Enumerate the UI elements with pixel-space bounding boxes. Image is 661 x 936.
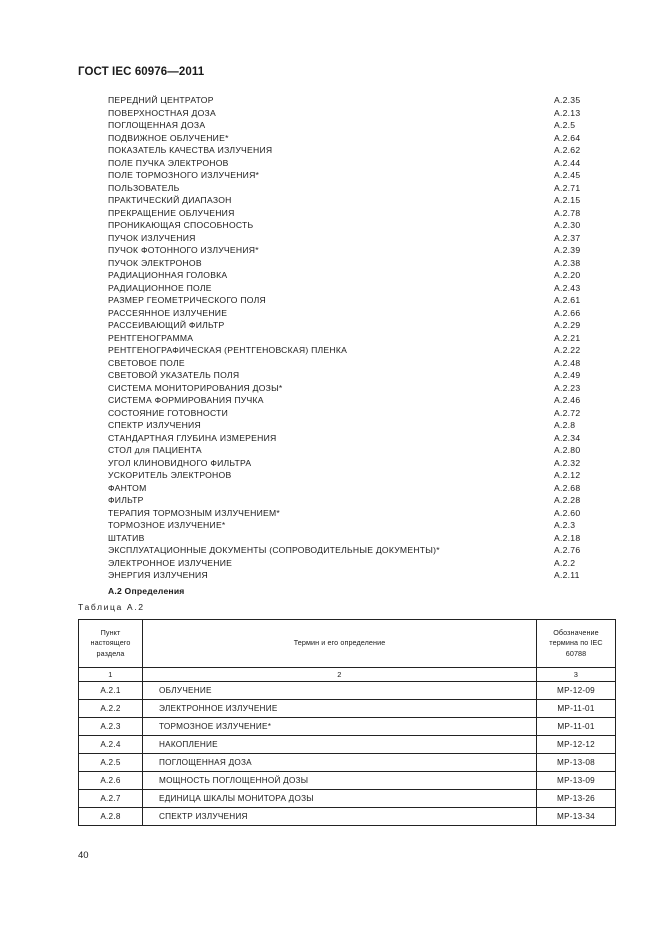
row-term: ПОГЛОЩЕННАЯ ДОЗА (143, 754, 537, 772)
index-term: ПОКАЗАТЕЛЬ КАЧЕСТВА ИЗЛУЧЕНИЯ (108, 145, 273, 155)
index-entry (108, 332, 586, 345)
index-term: ПОДВИЖНОЕ ОБЛУЧЕНИЕ* (108, 132, 229, 143)
index-term: СИСТЕМА ФОРМИРОВАНИЯ ПУЧКА (108, 395, 264, 405)
row-item: А.2.1 (79, 682, 143, 700)
row-reference: МР-13-34 (537, 808, 616, 826)
index-entry (108, 319, 586, 332)
index-code: А.2.34 (554, 432, 581, 443)
row-item: А.2.5 (79, 754, 143, 772)
index-entry (108, 482, 586, 495)
index-code: А.2.76 (554, 545, 581, 555)
row-term: ЕДИНИЦА ШКАЛЫ МОНИТОРА ДОЗЫ (143, 790, 537, 808)
index-term: ПОГЛОЩЕННАЯ ДОЗА (108, 120, 206, 130)
table-row (79, 790, 616, 808)
index-entry (108, 419, 586, 432)
row-reference: МР-11-01 (537, 700, 616, 718)
row-reference: МР-12-09 (537, 682, 616, 700)
index-code: А.2.2 (554, 557, 576, 568)
index-code: А.2.32 (554, 457, 581, 468)
index-code: А.2.80 (554, 445, 581, 455)
index-term: РАССЕЯННОЕ ИЗЛУЧЕНИЕ (108, 307, 228, 318)
index-entry (108, 157, 586, 170)
index-entry (108, 432, 586, 445)
index-term: СВЕТОВОЙ УКАЗАТЕЛЬ ПОЛЯ (108, 370, 240, 380)
index-code: А.2.20 (554, 270, 581, 280)
row-reference: МР-13-26 (537, 790, 616, 808)
index-code: А.2.45 (554, 170, 581, 180)
index-code: А.2.3 (554, 520, 576, 530)
table-row (79, 808, 616, 826)
table-row (79, 718, 616, 736)
index-code: А.2.38 (554, 257, 581, 268)
page-number: 40 (78, 850, 89, 861)
index-code: А.2.78 (554, 207, 581, 218)
index-term: ПЕРЕДНИЙ ЦЕНТРАТОР (108, 95, 214, 105)
index-code: А.2.23 (554, 382, 581, 393)
index-code: А.2.39 (554, 245, 581, 255)
index-entry (108, 194, 586, 207)
index-code: А.2.11 (554, 570, 580, 580)
index-code: А.2.21 (554, 332, 581, 343)
table-row (79, 736, 616, 754)
index-code: А.2.15 (554, 195, 581, 205)
table-row (79, 682, 616, 700)
index-entry (108, 357, 586, 370)
index-entry (108, 557, 586, 570)
definitions-table (78, 619, 616, 826)
row-reference: МР-13-09 (537, 772, 616, 790)
index-term: ЭЛЕКТРОННОЕ ИЗЛУЧЕНИЕ (108, 557, 233, 568)
index-entry (108, 519, 586, 532)
index-entry (108, 144, 586, 157)
section-title: А.2 Определения (108, 586, 185, 596)
index-entry (108, 207, 586, 220)
index-entry (108, 494, 586, 507)
index-entry (108, 457, 586, 470)
index-term: СОСТОЯНИЕ ГОТОВНОСТИ (108, 407, 229, 418)
row-item: А.2.2 (79, 700, 143, 718)
index-entry (108, 132, 586, 145)
index-entry (108, 282, 586, 295)
row-term: НАКОПЛЕНИЕ (143, 736, 537, 754)
row-term: ТОРМОЗНОЕ ИЗЛУЧЕНИЕ* (143, 718, 537, 736)
index-term: ЭКСПЛУАТАЦИОННЫЕ ДОКУМЕНТЫ (СОПРОВОДИТЕЛЬНЫЕ ДОКУМЕНТЫ)* (108, 545, 440, 555)
index-entry (108, 394, 586, 407)
index-term: СВЕТОВОЕ ПОЛЕ (108, 357, 185, 368)
index-term: УГОЛ КЛИНОВИДНОГО ФИЛЬТРА (108, 457, 252, 468)
column-number: 3 (537, 668, 616, 682)
index-term: РАДИАЦИОННАЯ ГОЛОВКА (108, 270, 228, 280)
index-code: А.2.60 (554, 507, 581, 518)
row-term: МОЩНОСТЬ ПОГЛОЩЕННОЙ ДОЗЫ (143, 772, 537, 790)
index-term: ЭНЕРГИЯ ИЗЛУЧЕНИЯ (108, 570, 208, 580)
index-code: А.2.46 (554, 395, 581, 405)
index-code: А.2.72 (554, 407, 581, 418)
index-entry (108, 294, 586, 307)
index-code: А.2.28 (554, 495, 581, 505)
index-term: СТАНДАРТНАЯ ГЛУБИНА ИЗМЕРЕНИЯ (108, 432, 277, 443)
index-term: СИСТЕМА МОНИТОРИРОВАНИЯ ДОЗЫ* (108, 382, 283, 393)
row-reference: МР-13-08 (537, 754, 616, 772)
index-code: А.2.71 (554, 182, 581, 193)
index-entry (108, 119, 586, 132)
index-term: ПОЛЕ ТОРМОЗНОГО ИЗЛУЧЕНИЯ* (108, 170, 260, 180)
index-code: А.2.18 (554, 532, 581, 543)
index-code: А.2.37 (554, 232, 581, 243)
row-term: ОБЛУЧЕНИЕ (143, 682, 537, 700)
row-item: А.2.8 (79, 808, 143, 826)
index-entry (108, 257, 586, 270)
index-term: СТОЛ для ПАЦИЕНТА (108, 445, 202, 455)
row-term: СПЕКТР ИЗЛУЧЕНИЯ (143, 808, 537, 826)
index-term: ПОВЕРХНОСТНАЯ ДОЗА (108, 107, 216, 118)
row-reference: МР-12-12 (537, 736, 616, 754)
index-code: А.2.61 (554, 295, 581, 305)
row-term: ЭЛЕКТРОННОЕ ИЗЛУЧЕНИЕ (143, 700, 537, 718)
index-code: А.2.49 (554, 370, 581, 380)
index-entry (108, 307, 586, 320)
index-code: А.2.64 (554, 132, 581, 143)
index-entry (108, 182, 586, 195)
index-entry (108, 544, 586, 557)
row-item: А.2.7 (79, 790, 143, 808)
index-entry (108, 344, 586, 357)
index-entry (108, 469, 586, 482)
index-code: А.2.44 (554, 157, 581, 168)
table-caption: Таблица А.2 (78, 602, 145, 612)
row-item: А.2.4 (79, 736, 143, 754)
index-term: ПОЛЬЗОВАТЕЛЬ (108, 182, 180, 193)
index-term: ТОРМОЗНОЕ ИЗЛУЧЕНИЕ* (108, 520, 226, 530)
index-code: А.2.8 (554, 420, 576, 430)
index-code: А.2.29 (554, 320, 581, 330)
index-term: ПРЕКРАЩЕНИЕ ОБЛУЧЕНИЯ (108, 207, 235, 218)
index-term: ПОЛЕ ПУЧКА ЭЛЕКТРОНОВ (108, 157, 229, 168)
index-code: А.2.13 (554, 107, 581, 118)
table-row (79, 772, 616, 790)
index-term: ПРАКТИЧЕСКИЙ ДИАПАЗОН (108, 195, 232, 205)
index-code: А.2.22 (554, 345, 581, 355)
row-item: А.2.3 (79, 718, 143, 736)
index-entry (108, 407, 586, 420)
index-entry (108, 269, 586, 282)
document-header: ГОСТ IEC 60976—2011 (78, 66, 205, 78)
index-entry (108, 532, 586, 545)
index-entry (108, 219, 586, 232)
header-item: Пункт настоящего раздела (79, 620, 143, 668)
term-index (108, 94, 586, 582)
index-term: ТЕРАПИЯ ТОРМОЗНЫМ ИЗЛУЧЕНИЕМ* (108, 507, 280, 518)
index-term: РАЗМЕР ГЕОМЕТРИЧЕСКОГО ПОЛЯ (108, 295, 266, 305)
index-code: А.2.43 (554, 282, 581, 293)
index-term: СПЕКТР ИЗЛУЧЕНИЯ (108, 420, 201, 430)
header-reference: Обозначение термина по IEC 60788 (537, 620, 616, 668)
index-term: ПУЧОК ИЗЛУЧЕНИЯ (108, 232, 196, 243)
index-entry (108, 382, 586, 395)
index-term: РЕНТГЕНОГРАФИЧЕСКАЯ (РЕНТГЕНОВСКАЯ) ПЛЕНКА (108, 345, 348, 355)
row-reference: МР-11-01 (537, 718, 616, 736)
index-entry (108, 169, 586, 182)
index-term: РЕНТГЕНОГРАММА (108, 332, 194, 343)
index-term: РАССЕИВАЮЩИЙ ФИЛЬТР (108, 320, 225, 330)
index-entry (108, 232, 586, 245)
index-term: ШТАТИВ (108, 532, 145, 543)
index-code: А.2.48 (554, 357, 581, 368)
index-entry (108, 444, 586, 457)
column-number: 2 (143, 668, 537, 682)
index-code: А.2.68 (554, 482, 581, 493)
header-term: Термин и его определение (143, 620, 537, 668)
index-code: А.2.5 (554, 120, 576, 130)
table-row (79, 700, 616, 718)
index-entry (108, 369, 586, 382)
index-term: ПУЧОК ФОТОННОГО ИЗЛУЧЕНИЯ* (108, 245, 259, 255)
index-code: А.2.35 (554, 95, 581, 105)
row-item: А.2.6 (79, 772, 143, 790)
index-code: А.2.12 (554, 470, 581, 480)
index-term: ФАНТОМ (108, 482, 147, 493)
index-term: УСКОРИТЕЛЬ ЭЛЕКТРОНОВ (108, 470, 232, 480)
table-row (79, 754, 616, 772)
index-code: А.2.30 (554, 220, 581, 230)
index-term: РАДИАЦИОННОЕ ПОЛЕ (108, 282, 212, 293)
column-number: 1 (79, 668, 143, 682)
index-code: А.2.62 (554, 145, 581, 155)
index-entry (108, 569, 586, 582)
index-entry (108, 244, 586, 257)
index-entry (108, 507, 586, 520)
index-term: ПУЧОК ЭЛЕКТРОНОВ (108, 257, 202, 268)
index-term: ФИЛЬТР (108, 495, 144, 505)
index-code: А.2.66 (554, 307, 581, 318)
index-entry (108, 94, 586, 107)
index-term: ПРОНИКАЮЩАЯ СПОСОБНОСТЬ (108, 220, 254, 230)
index-entry (108, 107, 586, 120)
